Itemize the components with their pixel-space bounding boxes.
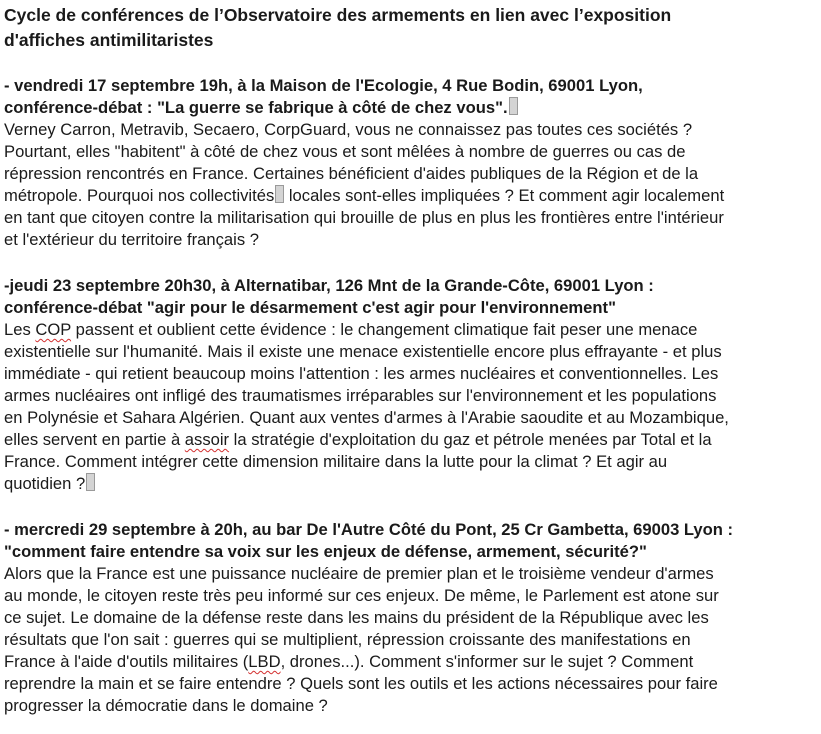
title-line: Cycle de conférences de l’Observatoire des armements en lien avec l’exposition <box>4 5 672 25</box>
description-line <box>4 185 816 207</box>
description-line: immédiate - qui retient beaucoup moins l'attention : les armes nucléaires et conventionnelles. Les <box>4 364 719 383</box>
spellcheck-word[interactable]: LBD <box>248 652 281 671</box>
text-cursor-marker <box>275 185 284 203</box>
description-line-text: France à l'aide d'outils militaires ( <box>4 652 249 671</box>
spellcheck-word[interactable]: assoir <box>184 430 230 449</box>
description-line <box>4 319 816 341</box>
event-description <box>4 319 816 495</box>
heading-line: - mercredi 29 septembre à 20h, au bar De l'Autre Côté du Pont, 25 Cr Gambetta, 69003 Lyon : <box>4 520 734 539</box>
description-line: résultats que l'on sait : guerres qui se multiplient, répression croissante des manifestations en <box>4 630 691 649</box>
heading-line: - vendredi 17 septembre 19h, à la Maison de l'Ecologie, 4 Rue Bodin, 69001 Lyon, <box>4 76 643 95</box>
description-line-text: elles servent en partie à <box>4 430 185 449</box>
document-page <box>4 3 816 717</box>
spellcheck-word[interactable]: COP <box>35 320 72 339</box>
text-cursor-marker <box>509 97 518 115</box>
description-line <box>4 651 816 673</box>
description-line: Verney Carron, Metravib, Secaero, CorpGuard, vous ne connaissez pas toutes ces sociétés ? <box>4 120 693 139</box>
description-line: au monde, le citoyen reste très peu informé sur ces enjeux. De même, le Parlement est atone sur <box>4 586 719 605</box>
description-line-text: la stratégie d'exploitation du gaz et pétrole menées par Total et la <box>229 430 712 449</box>
description-line-text: passent et oublient cette évidence : le changement climatique fait peser une menace <box>71 320 698 339</box>
description-line <box>4 473 816 495</box>
event-description <box>4 563 816 717</box>
heading-line: "comment faire entendre sa voix sur les enjeux de défense, armement, sécurité?" <box>4 542 647 561</box>
description-line-text: métropole. Pourquoi nos collectivités <box>4 186 275 205</box>
description-line-text: , drones...). Comment s'informer sur le sujet ? Comment <box>280 652 694 671</box>
description-line: en Polynésie et Sahara Algérien. Quant aux ventes d'armes à l'Arabie saoudite et au Mozambique, <box>4 408 729 427</box>
event-section-1 <box>4 75 816 251</box>
description-line: ce sujet. Le domaine de la défense reste dans les mains du président de la République avec les <box>4 608 709 627</box>
description-line: France. Comment intégrer cette dimension militaire dans la lutte pour la climat ? Et agir au <box>4 452 668 471</box>
event-section-2 <box>4 275 816 495</box>
description-line: en tant que citoyen contre la militarisation qui brouille de plus en plus les frontières entre l'intérieur <box>4 208 724 227</box>
event-heading <box>4 519 816 563</box>
description-line-text: quotidien ? <box>4 474 86 493</box>
text-cursor-marker <box>86 473 95 491</box>
event-section-3 <box>4 519 816 717</box>
heading-line: -jeudi 23 septembre 20h30, à Alternatibar, 126 Mnt de la Grande-Côte, 69001 Lyon : <box>4 276 654 295</box>
description-line-text: locales sont-elles impliquées ? Et comment agir localement <box>284 186 725 205</box>
heading-line <box>4 97 816 119</box>
description-line: Alors que la France est une puissance nucléaire de premier plan et le troisième vendeur d'armes <box>4 564 714 583</box>
event-heading <box>4 275 816 319</box>
description-line: répression rencontrés en France. Certaines bénéficient d'aides publiques de la Région et de la <box>4 164 699 183</box>
description-line <box>4 429 816 451</box>
event-description <box>4 119 816 251</box>
description-line: reprendre la main et se faire entendre ? Quels sont les outils et les actions nécessaires pour faire <box>4 674 718 693</box>
heading-line-text: conférence-débat : "La guerre se fabrique à côté de chez vous". <box>4 98 508 117</box>
description-line: progresser la démocratie dans le domaine ? <box>4 696 328 715</box>
heading-line: conférence-débat "agir pour le désarmement c'est agir pour l'environnement" <box>4 298 616 317</box>
description-line: Pourtant, elles "habitent" à côté de chez vous et sont mêlées à nombre de guerres ou cas de <box>4 142 686 161</box>
event-heading <box>4 75 816 119</box>
description-line: existentielle sur l'humanité. Mais il existe une menace existentielle encore plus effrayante - et plus <box>4 342 722 361</box>
description-line-text: Les <box>4 320 36 339</box>
title-line: d'affiches antimilitaristes <box>4 30 214 50</box>
document-title <box>4 3 816 53</box>
description-line: et l'extérieur du territoire français ? <box>4 230 259 249</box>
description-line: armes nucléaires ont infligé des traumatismes irréparables sur l'environnement et les populations <box>4 386 717 405</box>
